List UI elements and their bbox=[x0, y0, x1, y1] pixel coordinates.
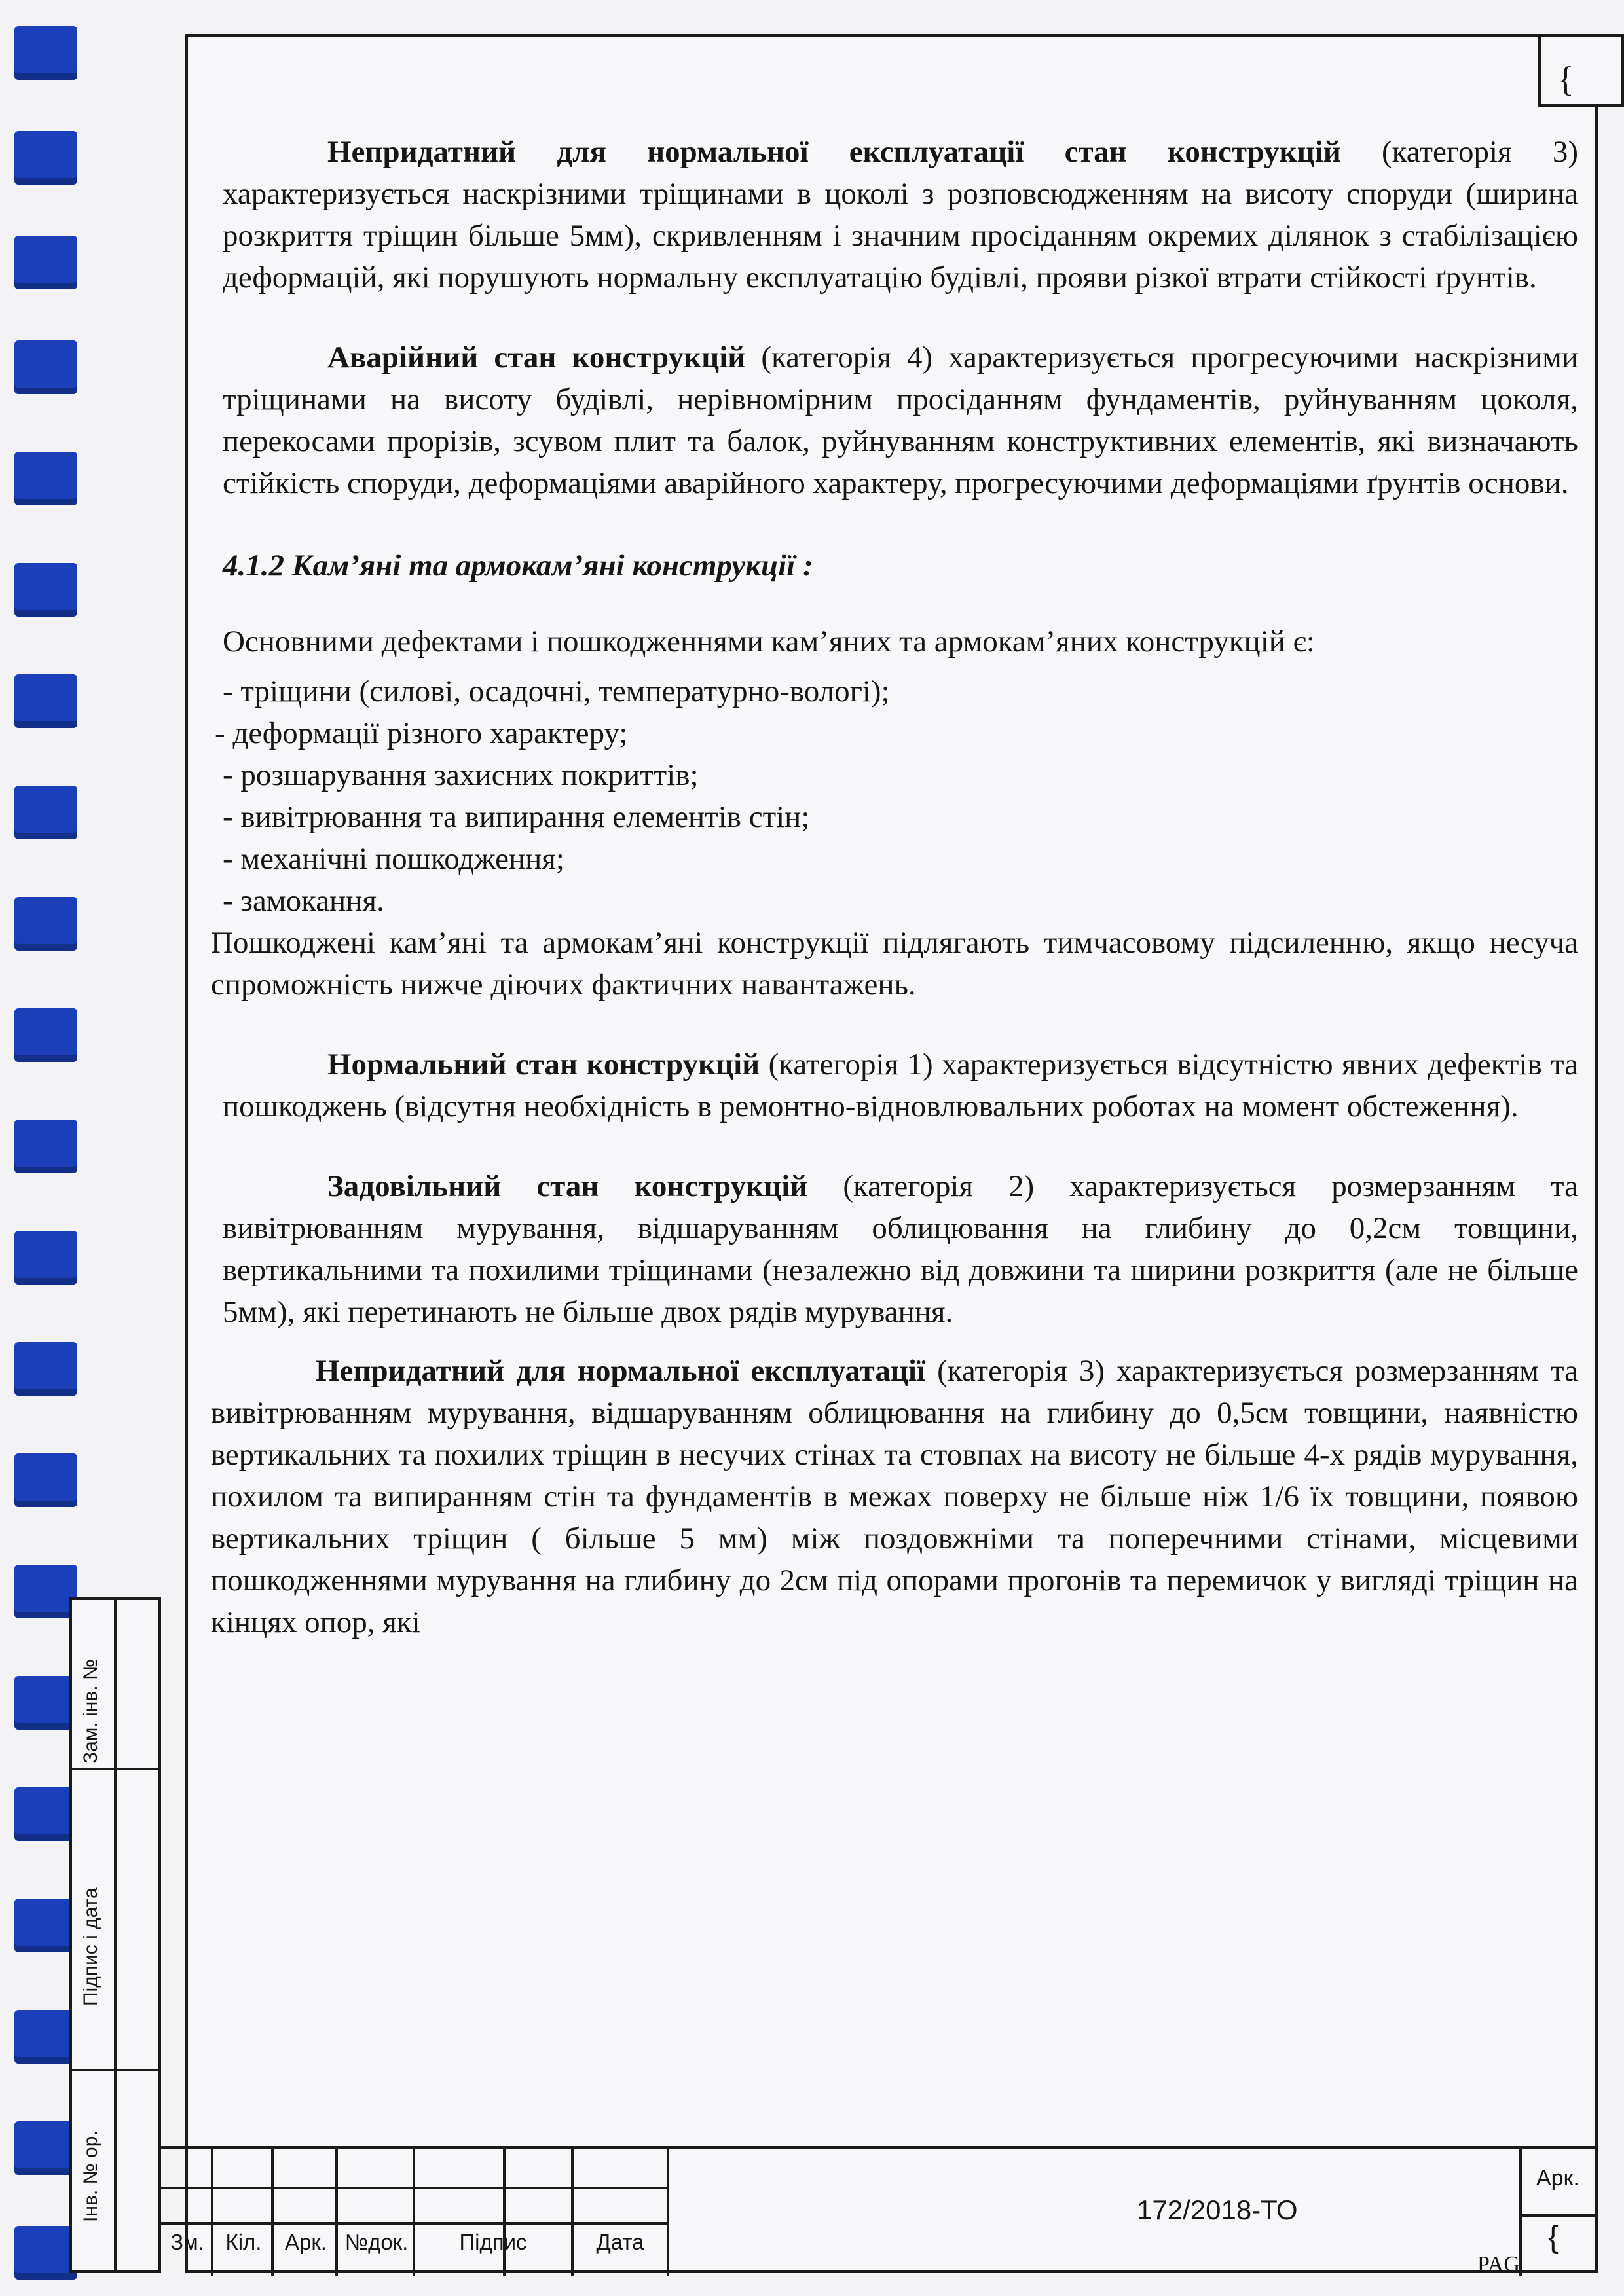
stamp-divider bbox=[571, 2149, 574, 2276]
bold-lead: Задовільний стан конструкцій bbox=[327, 1169, 808, 1203]
binding-ring bbox=[14, 1231, 77, 1285]
header-data: Дата bbox=[596, 2230, 644, 2254]
bold-lead: Нормальний стан конструкцій bbox=[327, 1048, 760, 1082]
bold-lead: Непридатний для нормальної експлуатації bbox=[316, 1354, 926, 1388]
binding-ring bbox=[14, 131, 77, 185]
stamp-cell bbox=[161, 2149, 213, 2276]
list-item: - вивітрювання та випирання елементів стін; bbox=[223, 800, 810, 834]
bold-lead: Непридатний для нормальної експлуатації стан конструкцій bbox=[327, 135, 1341, 169]
corner-box bbox=[1538, 34, 1624, 107]
stamp-cell bbox=[669, 2149, 1522, 2276]
bold-lead: Аварійний стан конструкцій bbox=[327, 340, 746, 374]
stamp-cell bbox=[274, 2149, 338, 2276]
binding-ring bbox=[14, 786, 77, 839]
stamp-line bbox=[1522, 2214, 1598, 2217]
binding-ring bbox=[14, 1787, 77, 1841]
stamp-cell bbox=[415, 2149, 506, 2276]
sheet-label: Арк. bbox=[1536, 2166, 1579, 2191]
binding-ring bbox=[14, 897, 77, 951]
list-item: - деформації різного характеру; bbox=[215, 716, 628, 750]
pidpys-data-label: Підпис і дата bbox=[80, 1887, 101, 2006]
zam-inv-label: Зам. інв. № bbox=[80, 1658, 101, 1764]
stamp-cell bbox=[338, 2149, 415, 2276]
page-text bbox=[211, 131, 1578, 1643]
sheet-number: { bbox=[1548, 2220, 1559, 2255]
side-stamp bbox=[69, 1597, 161, 2273]
binding-ring bbox=[14, 674, 77, 728]
stamp-cell bbox=[213, 2149, 274, 2276]
title-block bbox=[161, 2146, 1598, 2273]
stamp-cell bbox=[506, 2149, 669, 2276]
list-item: - механічні пошкодження; bbox=[223, 842, 564, 876]
binding-ring bbox=[14, 1342, 77, 1396]
header-pidpys: Підпис bbox=[459, 2230, 527, 2254]
pag-mark: PAG bbox=[1477, 2252, 1520, 2276]
header-ndok: №док. bbox=[344, 2230, 409, 2254]
document-number: 172/2018-ТО bbox=[1137, 2195, 1298, 2225]
binding-ring bbox=[14, 1120, 77, 1173]
defects-list bbox=[215, 670, 1578, 922]
inv-or-label: Інв. № ор. bbox=[80, 2130, 101, 2222]
header-ark: Арк. bbox=[285, 2230, 327, 2254]
binding-ring bbox=[14, 1008, 77, 1062]
binding-ring bbox=[14, 2226, 77, 2280]
binding-ring bbox=[14, 2121, 77, 2175]
corner-mark: { bbox=[1557, 60, 1574, 99]
header-kil: Кіл. bbox=[225, 2230, 262, 2254]
paragraph-category-3-foundation: Непридатний для нормальної експлуатації стан конструкцій (категорія 3) характеризується наскрізними тріщинами в цоколі з розповсюдженням на висоту споруди (ширина розкриття тріщин більше 5мм), скривленням і значним просіданням окремих ділянок з стабілізацією деформацій, які порушують нормальну експлуатацію будівлі, прояви різкої втрати стійкості ґрунтів. bbox=[223, 135, 1578, 295]
binding-ring bbox=[14, 1565, 77, 1618]
list-item: - розшарування захисних покриттів; bbox=[223, 758, 699, 792]
header-zm: Зм. bbox=[170, 2230, 204, 2254]
binding-ring bbox=[14, 236, 77, 289]
binding-ring bbox=[14, 340, 77, 394]
list-item: - замокання. bbox=[223, 884, 384, 918]
damaged-note: Пошкоджені кам’яні та армокам’яні конструкції підлягають тимчасовому підсиленню, якщо несуча спроможність нижче діючих фактичних навантажень. bbox=[211, 926, 1578, 1002]
binding-ring bbox=[14, 26, 77, 80]
binding-ring bbox=[14, 452, 77, 505]
binding-ring bbox=[14, 1676, 77, 1730]
defects-intro: Основними дефектами і пошкодженнями кам’яних та армокам’яних конструкцій є: bbox=[223, 625, 1315, 659]
binding-ring bbox=[14, 563, 77, 617]
binding-ring bbox=[14, 2010, 77, 2064]
paragraph-category-2: Задовільний стан конструкцій (категорія 2) характеризується розмерзанням та вивітрюванням мурування, відшаруванням облицювання на глибину до 0,2см товщини, вертикальними та похилими тріщинами (незалежно від довжини та ширини розкриття (але не більше 5мм), які перетинають не більше двох рядів мурування. bbox=[223, 1169, 1578, 1329]
paragraph-category-1: Нормальний стан конструкцій (категорія 1) характеризується відсутністю явних дефектів та пошкоджень (відсутня необхідність в ремонтно-відновлювальних роботах на момент обстеження). bbox=[223, 1048, 1578, 1123]
paragraph-category-3: Непридатний для нормальної експлуатації (категорія 3) характеризується розмерзанням та вивітрюванням мурування, відшаруванням облицювання на глибину до 0,5см товщини, наявністю вертикальних та похилих тріщин в несучих стінах та стовпах на висоту не більше 4-х рядів мурування, похилом та випиранням стін та фундаментів в межах поверху не більше ніж 1/6 їх товщини, появою вертикальних тріщин ( більше 5 мм) між поздовжніми та поперечними стінами, місцевими пошкодженнями мурування на глибину до 2см під опорами прогонів та перемичок у вигляді тріщин на кінцях опор, які bbox=[211, 1354, 1578, 1639]
binding-ring bbox=[14, 1899, 77, 1952]
paragraph-category-4-foundation: Аварійний стан конструкцій (категорія 4) характеризується прогресуючими наскрізними тріщинами на висоту будівлі, нерівномірним просіданням фундаментів, руйнуванням цоколя, перекосами прорізів, зсувом плит та балок, руйнуванням конструктивних елементів, які визначають стійкість споруди, деформаціями аварійного характеру, прогресуючими деформаціями ґрунтів основи. bbox=[223, 340, 1578, 500]
section-title: 4.1.2 Кам’яні та армокам’яні конструкції : bbox=[223, 549, 813, 583]
binding-ring bbox=[14, 1453, 77, 1507]
list-item: - тріщини (силові, осадочні, температурно-вологі); bbox=[223, 674, 890, 708]
